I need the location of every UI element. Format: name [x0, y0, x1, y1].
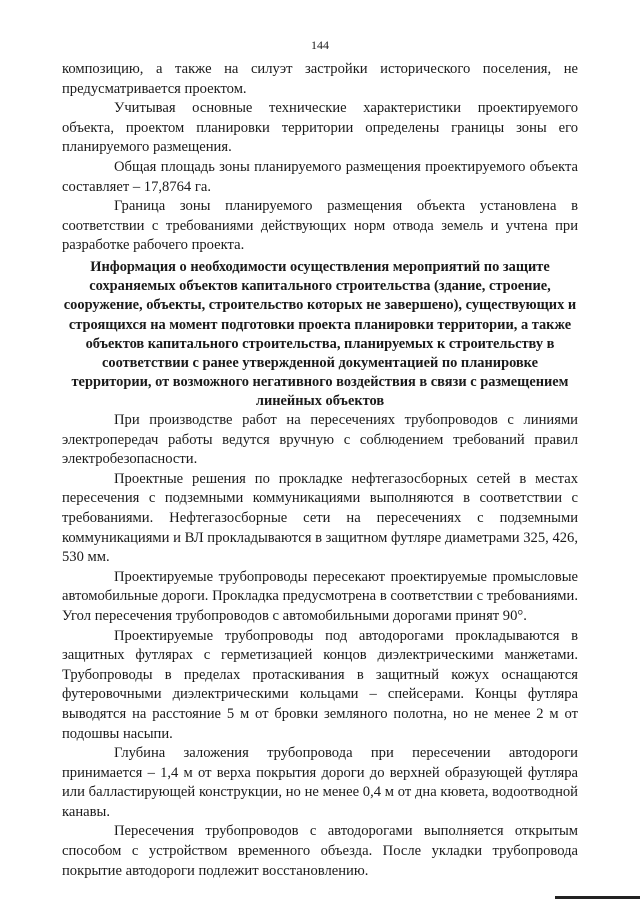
paragraph: При производстве работ на пересечениях трубопроводов с линиями электропередач работы ведутся вручную с соблюдением требований правил электробезопасности. — [62, 412, 578, 468]
paragraph: Общая площадь зоны планируемого размещения проектируемого объекта составляет – 17,8764 га. — [62, 158, 578, 195]
paragraph: Проектные решения по прокладке нефтегазосборных сетей в местах пересечения с подземными коммуникациями выполняются в соответствии с требованиями. Нефтегазосборные сети на пересечениях с подземными коммуникациями и ВЛ прокладываются в защитном футляре диаметрами 325, 426, 530 мм. — [62, 470, 578, 566]
paragraph: Проектируемые трубопроводы пересекают проектируемые промысловые автомобильные дороги. Прокладка предусмотрена в соответствии с требованиями. Угол пересечения трубопроводов с автомобильными дорогами принят 90°. — [62, 568, 578, 624]
paragraph: композицию, а также на силуэт застройки исторического поселения, не предусматривается проектом. — [62, 61, 578, 97]
paragraph: Граница зоны планируемого размещения объекта установлена в соответствии с требованиями действующих норм отвода земель и учтена при разработке рабочего проекта. — [62, 198, 578, 254]
page-number: 144 — [311, 38, 329, 52]
paragraph: Учитывая основные технические характеристики проектируемого объекта, проектом планировки территории определены границы зоны его планируемого размещения. — [62, 100, 578, 156]
scan-edge-line — [555, 896, 640, 899]
paragraph: Глубина заложения трубопровода при пересечении автодороги принимается – 1,4 м от верха покрытия дороги до верхней образующей футляра или балластирующей конструкции, но не менее 0,4 м от дна кювета, водоотводной канавы. — [62, 745, 578, 820]
intro-text — [62, 60, 578, 256]
body-text — [62, 411, 578, 881]
paragraph: Проектируемые трубопроводы под автодорогами прокладываются в защитных футлярах с герметизацией концов диэлектрическими манжетами. Трубопроводы в пределах протаскивания в защитный кожух оснащаются футеровочными диэлектрическими кольцами – спейсерами. Концы футляра выводятся на расстояние 5 м от бровки земляного полотна, но не менее 2 м от подошвы насыпи. — [62, 627, 578, 742]
section-heading: Информация о необходимости осуществления мероприятий по защите сохраняемых объектов капитального строительства (здание, строение, сооружение, объекты, строительство которых не завершено), существующих и строящихся на момент подготовки проекта планировки территории, а также объектов капитального строительства, планируемых к строительству в соответствии с ранее утвержденной документацией по планировке территории, от возможного негативного воздействия в связи с размещением линейных объектов — [63, 259, 577, 410]
paragraph: Пересечения трубопроводов с автодорогами выполняется открытым способом с устройством временного объезда. После укладки трубопровода покрытие автодороги подлежит восстановлению. — [62, 823, 578, 879]
